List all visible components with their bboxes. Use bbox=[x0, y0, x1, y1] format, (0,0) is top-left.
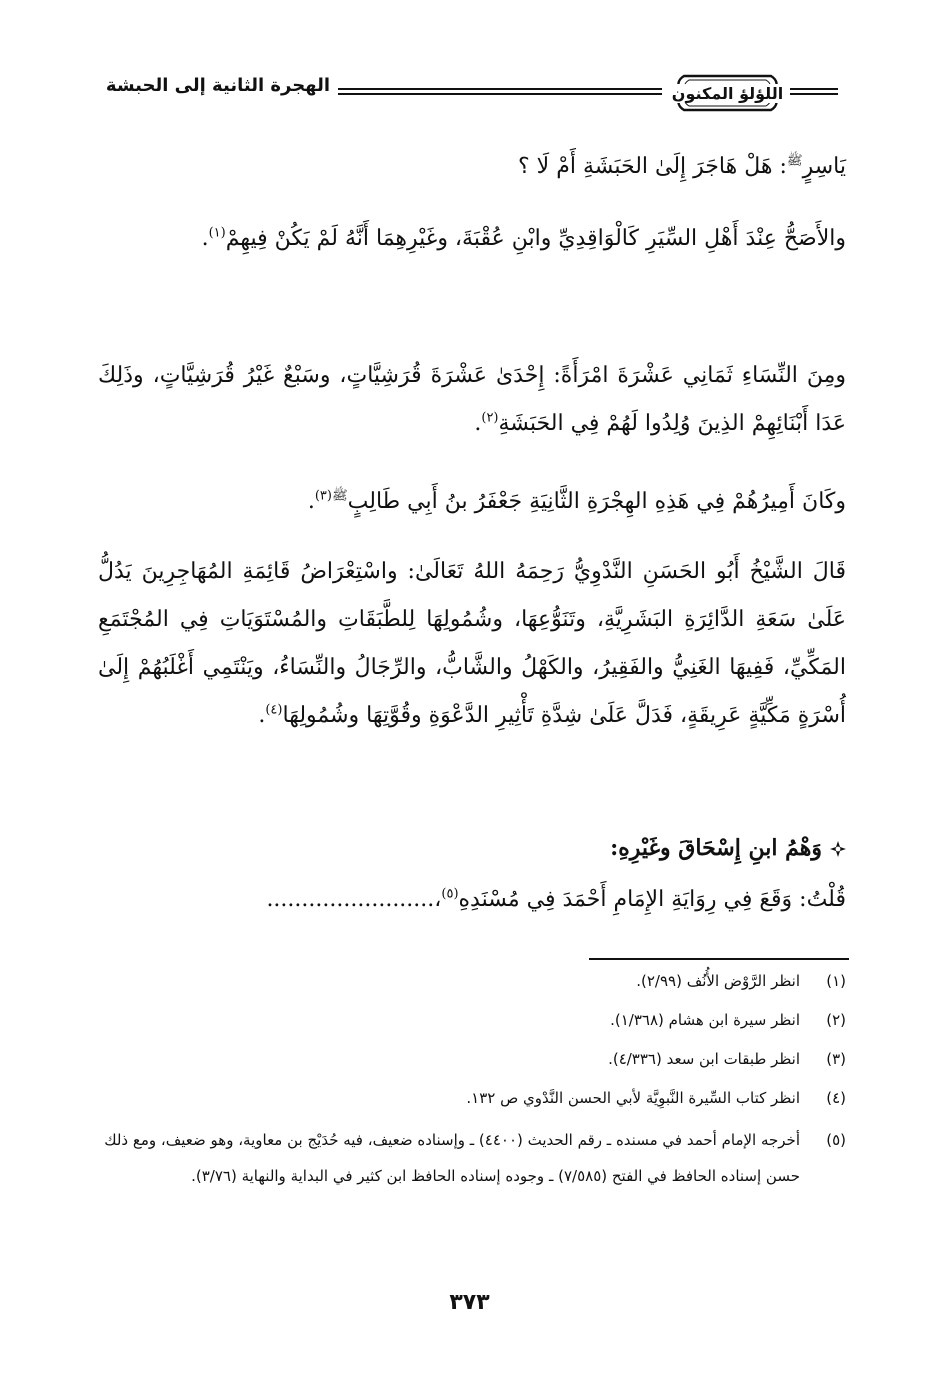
paragraph-1 bbox=[98, 215, 846, 263]
paragraph-end: . bbox=[201, 226, 209, 251]
footnote-1 bbox=[98, 966, 846, 997]
header-double-rule-right bbox=[790, 88, 838, 96]
footnote-number: (٢) bbox=[826, 1011, 846, 1029]
paragraph-4 bbox=[98, 548, 846, 740]
page-number: ٣٧٣ bbox=[449, 1290, 490, 1315]
footnote-number: (٣) bbox=[826, 1050, 846, 1068]
footnote-ref[interactable]: (٥) bbox=[441, 886, 459, 902]
paragraph-end: . bbox=[307, 489, 315, 514]
footnote-separator bbox=[589, 958, 849, 960]
continuation-text: قُلْتُ: وَقَعَ فِي رِوَايَةِ الإِمَامِ أَحْمَدَ فِي مُسْنَدِهِ bbox=[458, 887, 846, 912]
paragraph-end: . bbox=[258, 703, 266, 728]
paragraph-text: قَالَ الشَّيْخُ أَبُو الحَسَنِ النَّدْوِيُّ رَحِمَهُ اللهُ تَعَالَىٰ: واسْتِعْرَاضُ قَائِمَةِ المُهَاجِرِينَ يَدُلُّ عَلَىٰ سَعَةِ الدَّائِرَةِ البَشَرِيَّةِ، وتَنَوُّعِهَا، وشُمُولِهَا لِلطَّبَقَاتِ والمُسْتَوَيَاتِ فِي المُجْتَمَعِ المَكِّيِّ، فَفِيهَا الغَنِيُّ والفَقِيرُ، والكَهْلُ والشَّابُّ، والرِّجَالُ والنِّسَاءُ، ويَنْتَمِي أَغْلَبُهُمْ إِلَىٰ أُسْرَةٍ مَكِّيَّةٍ عَرِيقَةٍ، فَدَلَّ عَلَىٰ شِدَّةِ تَأْثِيرِ الدَّعْوَةِ وقُوَّتِهَا وشُمُولِهَا bbox=[98, 559, 846, 728]
footnote-ref[interactable]: (١) bbox=[208, 225, 226, 241]
paragraph-0 bbox=[98, 143, 846, 191]
paragraph-text: ومِنَ النِّسَاءِ ثَمَانِي عَشْرَةَ امْرَأَةً: إِحْدَىٰ عَشْرَةَ قُرَشِيَّاتٍ، وسَبْعٌ غَيْرُ قُرَشِيَّاتٍ، وذَلِكَ عَدَا أَبْنَائِهِمْ الذِينَ وُلِدُوا لَهُمْ فِي الحَبَشَةِ bbox=[98, 363, 846, 436]
footnote-text: انظر الرَّوْض الأُنُف (٢/٩٩). bbox=[636, 972, 800, 990]
flower-bullet-icon bbox=[830, 841, 846, 857]
paragraph-text: وكَانَ أَمِيرُهُمْ فِي هَذِهِ الهِجْرَةِ الثَّانِيَةِ جَعْفَرُ بنُ أَبِي طَالِبٍ bbox=[347, 489, 846, 514]
section-title: الهجرة الثانية إلى الحبشة bbox=[105, 75, 330, 96]
footnote-2 bbox=[98, 1005, 846, 1036]
footnote-ref[interactable]: (٢) bbox=[481, 410, 499, 426]
footnote-number: (٤) bbox=[826, 1089, 846, 1107]
footnote-ref[interactable]: (٤) bbox=[265, 702, 283, 718]
paragraph-text: يَاسِرٍ bbox=[802, 154, 846, 179]
paragraph-text-after: : هَلْ هَاجَرَ إِلَىٰ الحَبَشَةِ أَمْ لَا ؟ bbox=[518, 154, 787, 179]
paragraph-2 bbox=[98, 352, 846, 448]
subheading-text: وَهْمُ ابنِ إِسْحَاقَ وغَيْرِهِ: bbox=[610, 835, 822, 861]
paragraph-3 bbox=[98, 478, 846, 526]
footnote-text: أخرجه الإمام أحمد في مسنده ـ رقم الحديث (٤٤٠٠) ـ وإسناده ضعيف، فيه حُدَيْج بن معاوية، وهو ضعيف، ومع ذلك حسن إسناده الحافظ في الفتح (٧/٥٨٥) ـ وجوده إسناده الحافظ ابن كثير في البداية والنهاية (٣/٧٦). bbox=[104, 1131, 800, 1185]
continuation-dots: ،........................ bbox=[266, 887, 442, 912]
subheading bbox=[98, 833, 846, 863]
paragraph-text: والأَصَحُّ عِنْدَ أَهْلِ السِّيَرِ كَالْوَاقِدِيِّ وابْنِ عُقْبَةَ، وغَيْرِهِمَا أَنَّهُ لَمْ يَكُنْ فِيهِمْ bbox=[225, 226, 846, 251]
footnote-text: انظر سيرة ابن هشام (١/٣٦٨). bbox=[610, 1011, 800, 1029]
paragraph-end: . bbox=[474, 411, 482, 436]
honorific: ﷺ bbox=[786, 153, 803, 169]
footnote-4 bbox=[98, 1083, 846, 1114]
footnotes bbox=[98, 966, 846, 1202]
footnote-text: انظر كتاب السِّيرة النَّبوِيَّة لأبي الحسن النَّدْوي ص ١٣٢. bbox=[466, 1089, 800, 1107]
footnote-ref[interactable]: (٣) bbox=[314, 488, 332, 504]
running-header bbox=[90, 72, 850, 118]
footnote-3 bbox=[98, 1044, 846, 1075]
honorific: ﷺ bbox=[331, 488, 348, 504]
book-title: اللؤلؤ المكنون bbox=[671, 83, 784, 103]
footnote-text: انظر طبقات ابن سعد (٤/٣٣٦). bbox=[608, 1050, 800, 1068]
header-double-rule-middle bbox=[338, 88, 662, 96]
footnote-number: (١) bbox=[826, 972, 846, 990]
book-title-frame bbox=[670, 72, 785, 114]
footnote-number: (٥) bbox=[826, 1131, 846, 1149]
footnote-5 bbox=[98, 1122, 846, 1194]
continuation-line bbox=[98, 880, 846, 920]
